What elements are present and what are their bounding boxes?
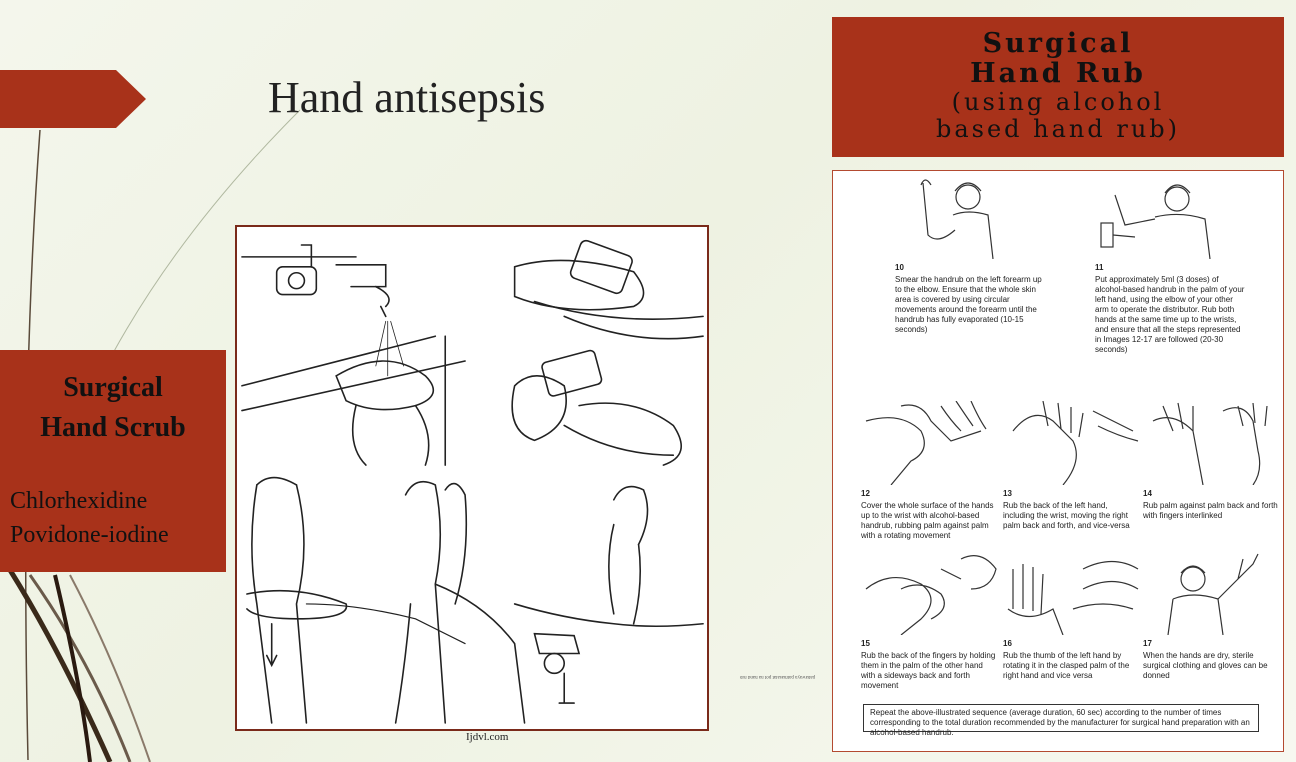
step-12-number: 12 bbox=[861, 489, 870, 498]
step-11-illustration bbox=[1095, 175, 1215, 259]
step-16-illustration bbox=[1003, 549, 1143, 635]
step-14-illustration bbox=[1143, 401, 1283, 485]
repeat-sequence-note: Repeat the above-illustrated sequence (average duration, 60 sec) according to the number of times corresponding to the total duration recommended by the manufacturer for surgical hand preparation with an alcohol-based handrub. bbox=[863, 704, 1259, 732]
brush-scene-1 bbox=[515, 239, 703, 339]
step-17-illustration bbox=[1153, 549, 1273, 635]
step-16-text: Rub the thumb of the left hand by rotating it in the clasped palm of the right hand and vice versa bbox=[1003, 651, 1130, 680]
step-15-number: 15 bbox=[861, 639, 870, 648]
step-13-illustration bbox=[1003, 401, 1143, 485]
hand-scrub-box bbox=[0, 350, 226, 572]
step-10-illustration bbox=[893, 175, 1003, 259]
step-15-text: Rub the back of the fingers by holding them in the palm of the other hand with a sideways back and forth movement bbox=[861, 651, 996, 690]
step-15-illustration bbox=[861, 549, 1001, 635]
hand-scrub-title bbox=[0, 368, 226, 448]
step-14-text: Rub palm against palm back and forth with fingers interlinked bbox=[1143, 501, 1278, 520]
hand-rub-header bbox=[832, 17, 1284, 157]
step-16-number: 16 bbox=[1003, 639, 1012, 648]
faucet-scene bbox=[242, 245, 465, 465]
step-17 bbox=[1143, 639, 1278, 681]
step-11-text: Put approximately 5ml (3 doses) of alcohol-based handrub in the palm of your left hand, using the elbow of your other arm to operate the distributor. Rub both hands at the same time up to the wrists, and ensure that all the steps represented in Images 12-17 are followed (20-30 seconds) bbox=[1095, 275, 1245, 354]
hand-scrub-title-line1: Surgical bbox=[63, 372, 163, 403]
agent-povidone-iodine: Povidone-iodine bbox=[10, 522, 169, 548]
hand-rub-header-line4: based hand rub) bbox=[935, 115, 1181, 143]
hand-rub-header-line1: Surgical bbox=[982, 28, 1134, 59]
step-12-text: Cover the whole surface of the hands up to the wrist with alcohol-based handrub, rubbing palm against palm with a rotating movement bbox=[861, 501, 994, 540]
slide-title: Hand antisepsis bbox=[268, 73, 546, 122]
step-14 bbox=[1143, 489, 1278, 521]
step-10-number: 10 bbox=[895, 263, 904, 272]
step-16 bbox=[1003, 639, 1138, 681]
step-12 bbox=[861, 489, 996, 541]
step-10-text: Smear the handrub on the left forearm up to the elbow. Ensure that the whole skin area is covered by using circular movements around the forearm until the handrub has fully evaporated (10-15 seconds) bbox=[895, 275, 1042, 334]
step-14-number: 14 bbox=[1143, 489, 1152, 498]
side-source-text: pabawaya palmasalat pot na hand rub bbox=[740, 674, 816, 679]
step-10 bbox=[895, 263, 1045, 335]
hands-up-scene bbox=[396, 482, 525, 723]
hand-rub-header-line2: Hand Rub bbox=[970, 58, 1146, 89]
hand-rub-header-line3: (using alcohol bbox=[951, 88, 1165, 116]
step-11-number: 11 bbox=[1095, 263, 1104, 272]
step-11 bbox=[1095, 263, 1245, 355]
step-12-illustration bbox=[861, 401, 1001, 485]
step-17-text: When the hands are dry, sterile surgical clothing and gloves can be donned bbox=[1143, 651, 1268, 680]
step-13-text: Rub the back of the left hand, including the wrist, moving the right palm back and forth, and vice-versa bbox=[1003, 501, 1130, 530]
elbow-tap-scene bbox=[515, 487, 703, 703]
step-13-number: 13 bbox=[1003, 489, 1012, 498]
title-arrow-tab bbox=[0, 70, 146, 128]
step-15 bbox=[861, 639, 996, 691]
agent-chlorhexidine: Chlorhexidine bbox=[10, 488, 148, 514]
figure-caption: Ijdvl.com bbox=[466, 731, 509, 743]
hand-rub-poster bbox=[832, 170, 1284, 752]
brush-scene-2 bbox=[512, 349, 681, 465]
arm-scrub-scene bbox=[247, 478, 465, 723]
step-13 bbox=[1003, 489, 1138, 531]
hand-scrub-illustration bbox=[235, 225, 709, 731]
step-17-number: 17 bbox=[1143, 639, 1152, 648]
hand-scrub-title-line2: Hand Scrub bbox=[40, 412, 186, 443]
